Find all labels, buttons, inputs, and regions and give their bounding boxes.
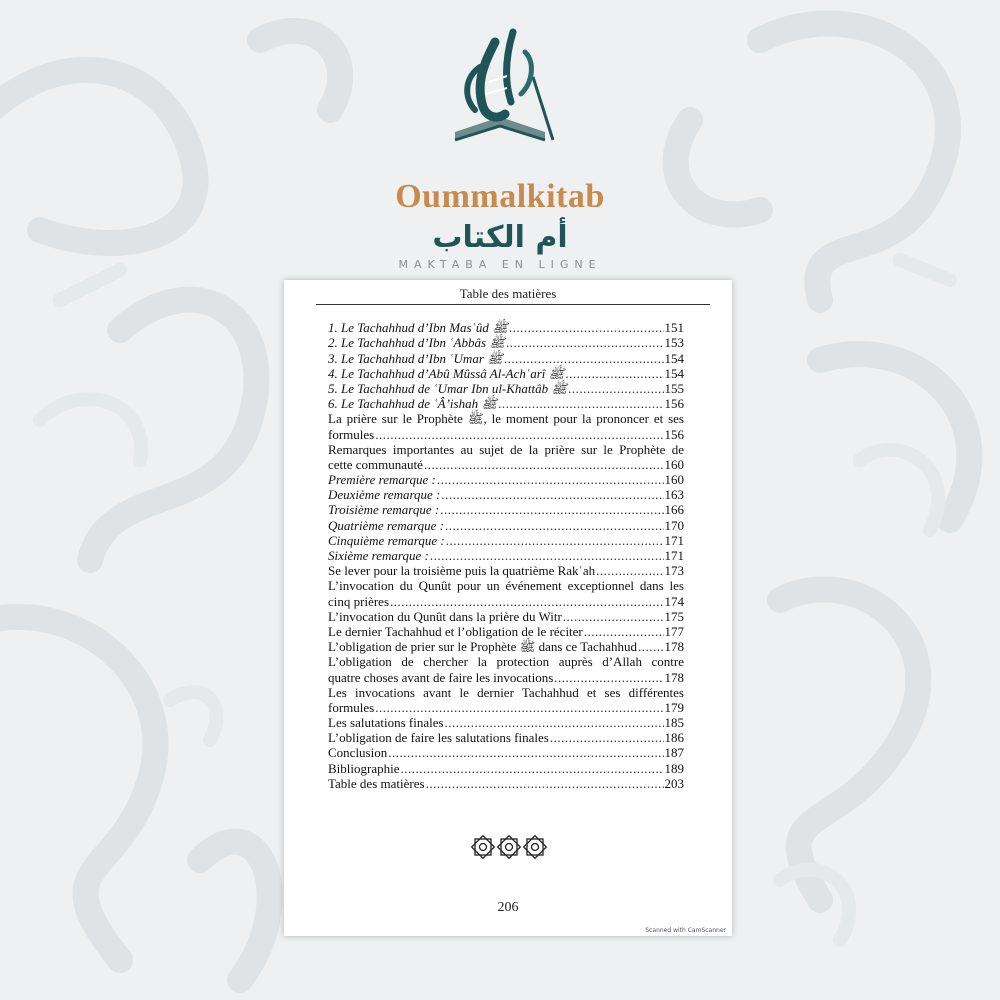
toc-entry-page: 154 (664, 350, 684, 366)
brand-arabic-name: أم الكتاب (432, 220, 568, 255)
toc-entry-title: Troisième remarque : (328, 502, 440, 518)
toc-leader-dots (426, 776, 664, 791)
toc-entry (328, 381, 684, 396)
toc-leader-dots (445, 715, 664, 730)
toc-entry-title: L’obligation de faire les salutations finales (328, 730, 549, 746)
toc-entry-title: Bibliographie (328, 760, 400, 776)
page-number: 206 (497, 900, 519, 915)
toc-entry (328, 700, 684, 715)
toc-entry (328, 715, 684, 730)
toc-entry-title: Cinquième remarque : (328, 532, 445, 548)
toc-leader-dots (565, 366, 663, 381)
toc-leader-dots (440, 502, 663, 517)
toc-entry-title: Première remarque : (328, 472, 436, 488)
toc-entry-title: Sixième remarque : (328, 548, 429, 563)
toc-leader-dots (424, 457, 664, 472)
brand-name: Oummalkitab (395, 178, 605, 215)
toc-leader-dots (437, 472, 664, 487)
toc-entry-page: 166 (664, 502, 684, 518)
toc-leader-dots (446, 533, 664, 548)
toc-leader-dots (445, 518, 663, 533)
toc-entry (328, 350, 684, 365)
toc-entry (328, 745, 684, 760)
brand-tagline: MAKTABA EN LIGNE (398, 258, 602, 271)
toc-entry-title: Se lever pour la troisième puis la quatrième Rakʿah (328, 563, 596, 579)
toc-entry (328, 517, 684, 532)
toc-leader-dots (441, 487, 663, 502)
toc-entry-title: Deuxième remarque : (328, 487, 441, 503)
toc-entry-page: 186 (664, 730, 684, 746)
toc-entry-title: 6. Le Tachahhud de ʿÂ’ishah ﷺ (328, 396, 498, 412)
toc-entry (328, 426, 684, 441)
book-page (284, 280, 732, 936)
toc-entry-title: Quatrième remarque : (328, 517, 445, 533)
toc-leader-dots (506, 335, 663, 350)
toc-entry-page: 155 (664, 380, 684, 396)
toc-entry-page: 185 (664, 715, 684, 731)
toc-entry-page: 154 (664, 365, 684, 381)
toc-entry-page: 171 (664, 548, 684, 563)
toc-entry (328, 320, 684, 335)
toc-entry-page: 177 (664, 623, 684, 639)
toc-entry (328, 502, 684, 517)
header-rule (316, 304, 710, 305)
toc-entry (328, 654, 684, 669)
toc-entry (328, 563, 684, 578)
toc-entry-title: 3. Le Tachahhud d’Ibn ʿUmar ﷺ (328, 350, 503, 366)
toc-entry-title: 1. Le Tachahhud d’Ibn Masʿûd ﷺ (328, 320, 508, 336)
toc-leader-dots (401, 761, 664, 776)
toc-entry (328, 776, 684, 791)
toc-entry (328, 548, 684, 563)
toc-entry-page: 178 (664, 669, 684, 685)
toc-entry-page: 189 (664, 760, 684, 776)
toc-leader-dots (388, 745, 663, 760)
toc-leader-dots (554, 670, 663, 685)
toc-entry-page: 160 (664, 456, 684, 472)
toc-entry-title: cette communauté (328, 456, 423, 472)
toc-entry (328, 760, 684, 775)
toc-leader-dots (375, 700, 663, 715)
table-of-contents (328, 320, 684, 791)
toc-entry (328, 411, 684, 426)
toc-entry-title: 2. Le Tachahhud d’Ibn ʿAbbâs ﷺ (328, 335, 506, 351)
toc-entry-page: 163 (664, 487, 684, 503)
toc-entry-title: Table des matières (328, 775, 425, 791)
page-header: Table des matières (459, 286, 557, 301)
toc-leader-dots (504, 351, 664, 366)
toc-entry (328, 472, 684, 487)
toc-entry-page: 156 (664, 396, 684, 412)
toc-entry (328, 366, 684, 381)
toc-leader-dots (375, 427, 663, 442)
calligraphy-book-icon (425, 22, 575, 172)
toc-leader-dots (584, 624, 664, 639)
eight-point-star-ornament-icon (470, 835, 548, 859)
toc-entry-title: L’obligation de chercher la protection auprès d’Allah contre (328, 654, 684, 670)
toc-entry (328, 487, 684, 502)
toc-entry-page: 203 (664, 775, 684, 791)
toc-leader-dots (509, 320, 664, 335)
toc-entry-page: 153 (664, 335, 684, 351)
toc-entry (328, 639, 684, 654)
toc-entry (328, 335, 684, 350)
toc-leader-dots (550, 730, 664, 745)
toc-entry (328, 669, 684, 684)
toc-entry-title: formules (328, 426, 375, 442)
toc-entry-page: 175 (664, 608, 684, 624)
toc-entry-title: 5. Le Tachahhud de ʿUmar Ibn ul-Khattâb ﷺ (328, 380, 568, 396)
toc-leader-dots (498, 396, 663, 411)
toc-leader-dots (563, 609, 664, 624)
toc-entry-title: L’invocation du Qunût dans la prière du Witr (328, 608, 562, 624)
toc-entry (328, 578, 684, 593)
toc-entry-page: 160 (664, 472, 684, 488)
toc-entry-title: quatre choses avant de faire les invocations (328, 669, 554, 685)
toc-entry-page: 171 (664, 532, 684, 548)
toc-entry-title: Le dernier Tachahhud et l’obligation de le réciter (328, 623, 583, 639)
toc-entry (328, 624, 684, 639)
toc-entry-page: 173 (664, 563, 684, 579)
toc-entry (328, 533, 684, 548)
scanner-watermark: Scanned with CamScanner (645, 927, 726, 934)
toc-entry-title: La prière sur le Prophète ﷺ, le moment pour la prononcer et ses (328, 411, 684, 427)
toc-entry-title: L’invocation du Qunût pour un événement exceptionnel dans les (328, 578, 684, 594)
toc-entry-title: cinq prières (328, 593, 390, 609)
toc-entry-title: Les invocations avant le dernier Tachahhud et ses différentes (328, 684, 684, 700)
toc-entry (328, 609, 684, 624)
toc-entry-title: formules (328, 699, 375, 715)
toc-leader-dots (596, 563, 663, 578)
toc-entry-title: 4. Le Tachahhud d’Abû Mûssâ Al-Achʿarî ﷺ (328, 365, 565, 381)
toc-entry-page: 178 (664, 639, 684, 655)
toc-entry-title: L’obligation de prier sur le Prophète ﷺ dans ce Tachahhud (328, 639, 638, 655)
toc-entry-page: 170 (664, 517, 684, 533)
toc-entry-page: 187 (664, 745, 684, 761)
toc-leader-dots (638, 639, 663, 654)
toc-entry-title: Les salutations finales (328, 715, 444, 731)
toc-entry (328, 730, 684, 745)
toc-leader-dots (430, 548, 664, 563)
toc-entry-page: 174 (664, 593, 684, 609)
toc-entry-title: Conclusion (328, 745, 388, 761)
toc-entry (328, 396, 684, 411)
toc-leader-dots (390, 594, 663, 609)
toc-leader-dots (568, 381, 663, 396)
toc-entry-page: 179 (664, 699, 684, 715)
toc-entry-title: Remarques importantes au sujet de la prière sur le Prophète de (328, 441, 684, 457)
toc-entry (328, 593, 684, 608)
toc-entry (328, 685, 684, 700)
toc-entry (328, 457, 684, 472)
toc-entry-page: 156 (664, 426, 684, 442)
toc-entry (328, 442, 684, 457)
toc-entry-page: 151 (664, 320, 684, 336)
